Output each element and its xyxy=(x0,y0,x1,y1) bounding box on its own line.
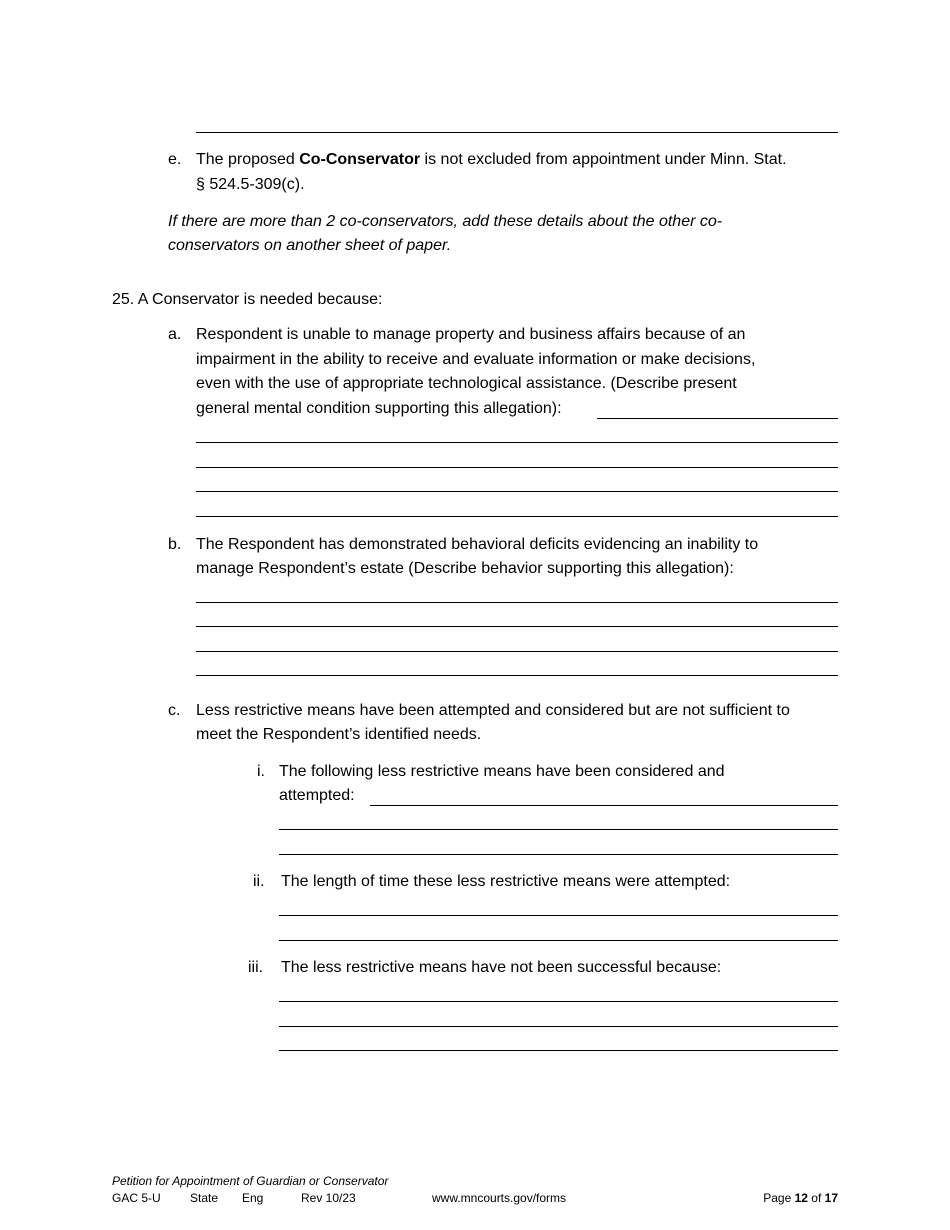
answer-line[interactable] xyxy=(196,516,838,517)
footer-form-title: Petition for Appointment of Guardian or Conservator xyxy=(112,1174,389,1188)
item-b-line: manage Respondent’s estate (Describe behavior supporting this allegation): xyxy=(196,560,734,577)
footer-language: Eng xyxy=(242,1191,264,1205)
item-c-i-marker: i. xyxy=(257,763,265,780)
answer-line[interactable] xyxy=(279,829,838,830)
item-c-iii-marker: iii. xyxy=(248,959,264,976)
answer-line[interactable] xyxy=(279,1050,838,1051)
item-c-iii-text: The less restrictive means have not been successful because: xyxy=(281,959,722,976)
item-e-line2: § 524.5-309(c). xyxy=(196,176,305,193)
item-a-marker: a. xyxy=(168,326,182,343)
answer-line[interactable] xyxy=(279,940,838,941)
item-a-line: impairment in the ability to receive and evaluate information or make decisions, xyxy=(196,351,756,368)
answer-line[interactable] xyxy=(279,1026,838,1027)
page-prefix: Page xyxy=(763,1191,795,1205)
item-e-marker: e. xyxy=(168,151,182,168)
item-c-i-line1: The following less restrictive means have been considered and xyxy=(279,763,725,780)
page-current: 12 xyxy=(794,1191,808,1205)
item-b-line: The Respondent has demonstrated behavioral deficits evidencing an inability to xyxy=(196,536,759,553)
answer-line[interactable] xyxy=(196,651,838,652)
item-c-i-line2: attempted: xyxy=(279,787,355,804)
note-line1: If there are more than 2 co-conservators, add these details about the other co- xyxy=(168,213,723,230)
answer-line[interactable] xyxy=(196,602,838,603)
answer-line[interactable] xyxy=(196,675,838,676)
item-c-line: Less restrictive means have been attempted and considered but are not sufficient to xyxy=(196,702,790,719)
answer-line[interactable] xyxy=(196,132,838,133)
answer-line[interactable] xyxy=(196,442,838,443)
item-e-text-post: is not excluded from appointment under Minn. Stat. xyxy=(420,151,787,168)
section-25-heading: 25. A Conservator is needed because: xyxy=(112,291,383,308)
page-total: 17 xyxy=(824,1191,838,1205)
answer-line[interactable] xyxy=(279,854,838,855)
item-c-ii-marker: ii. xyxy=(253,873,265,890)
footer-form-code: GAC 5-U xyxy=(112,1191,161,1205)
footer-state: State xyxy=(190,1191,219,1205)
item-c-ii-text: The length of time these less restrictive means were attempted: xyxy=(281,873,731,890)
answer-line[interactable] xyxy=(196,467,838,468)
item-c-marker: c. xyxy=(168,702,181,719)
item-e-text-pre: The proposed xyxy=(196,151,300,168)
answer-line[interactable] xyxy=(597,418,838,419)
answer-line[interactable] xyxy=(279,915,838,916)
co-conservator-term: Co-Conservator xyxy=(299,151,421,168)
footer-revision: Rev 10/23 xyxy=(301,1191,356,1205)
item-e-line1 xyxy=(196,148,787,173)
item-c-line: meet the Respondent’s identified needs. xyxy=(196,726,482,743)
footer-url: www.mncourts.gov/forms xyxy=(432,1191,567,1205)
answer-line[interactable] xyxy=(196,491,838,492)
page-of: of xyxy=(807,1191,825,1205)
item-b-marker: b. xyxy=(168,536,182,553)
item-a-line: even with the use of appropriate technological assistance. (Describe present xyxy=(196,375,737,392)
item-a-line: Respondent is unable to manage property and business affairs because of an xyxy=(196,326,746,343)
note-line2: conservators on another sheet of paper. xyxy=(168,237,452,254)
item-a-line: general mental condition supporting this allegation): xyxy=(196,400,562,417)
footer-page-number xyxy=(763,1191,838,1206)
answer-line[interactable] xyxy=(279,1001,838,1002)
answer-line[interactable] xyxy=(196,626,838,627)
answer-line[interactable] xyxy=(370,805,838,806)
